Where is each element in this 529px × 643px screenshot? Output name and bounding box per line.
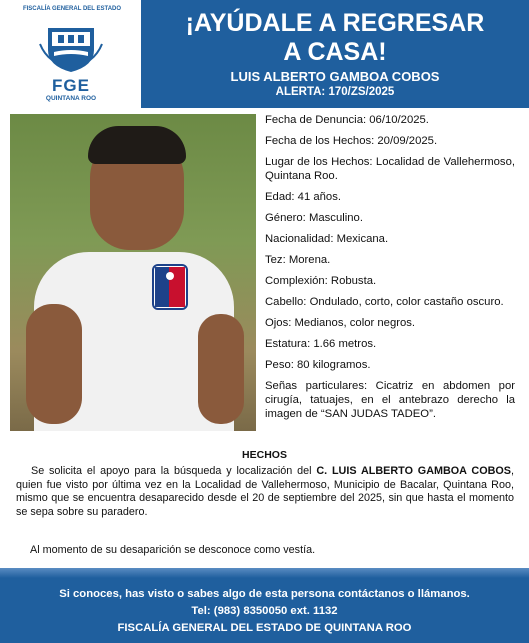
hechos-text-before: Se solicita el apoyo para la búsqueda y localización del (31, 465, 317, 477)
detail-tez: Tez: Morena. (265, 254, 331, 266)
detail-peso: Peso: 80 kilogramos. (265, 359, 371, 371)
detail-estatura: Estatura: 1.66 metros. (265, 338, 377, 350)
clothing-note: Al momento de su desaparición se desconoce como vestía. (30, 544, 316, 556)
fge-logo (0, 0, 141, 108)
shield-emblem-icon (38, 24, 104, 74)
title-line-1: ¡AYÚDALE A REGRESAR (185, 9, 485, 37)
photo-right-arm (198, 314, 244, 424)
missing-person-photo (10, 114, 256, 431)
hechos-person-name: C. LUIS ALBERTO GAMBOA COBOS (316, 465, 511, 477)
detail-ojos: Ojos: Medianos, color negros. (265, 317, 416, 329)
contact-phone[interactable]: Tel: (983) 8350050 ext. 1132 (191, 605, 338, 617)
detail-senas: Señas particulares: Cicatriz en abdomen por cirugía, tatuajes, en el antebrazo derecho la imagen de “SAN JUDAS TADEO”. (265, 380, 515, 420)
detail-complexion: Complexión: Robusta. (265, 275, 377, 287)
detail-lugar: Lugar de los Hechos: Localidad de Vallehermoso, Quintana Roo. (265, 156, 515, 182)
logo-state-text: QUINTANA ROO (45, 95, 97, 102)
photo-left-arm (26, 304, 82, 424)
hechos-paragraph (16, 465, 514, 519)
hechos-heading: HECHOS (242, 449, 287, 461)
shirt-logo-icon (152, 264, 188, 310)
detail-fecha-hechos: Fecha de los Hechos: 20/09/2025. (265, 135, 438, 147)
hechos-text-after: , quien fue visto por última vez en la Localidad de Vallehermoso, Municipio de Bacalar, Quintana Roo, mismo que se encuentra desaparecido desde el 20 de septiembre del 2025, sin que hasta el momento se sepa sobre su paradero. (16, 465, 514, 518)
contact-footer (0, 568, 529, 643)
detail-edad: Edad: 41 años. (265, 191, 342, 203)
detail-fecha-denuncia: Fecha de Denuncia: 06/10/2025. (265, 114, 429, 126)
poster-title (141, 9, 529, 67)
poster-header (0, 0, 529, 108)
detail-nacionalidad: Nacionalidad: Mexicana. (265, 233, 389, 245)
person-details (265, 113, 515, 428)
header-banner (141, 0, 529, 108)
logo-agency-text: FISCALÍA GENERAL DEL ESTADO (22, 6, 122, 12)
detail-cabello: Cabello: Ondulado, corto, color castaño oscuro. (265, 296, 504, 308)
contact-appeal: Si conoces, has visto o sabes algo de esta persona contáctanos o llámanos. (59, 588, 470, 600)
alert-number: ALERTA: 170/ZS/2025 (275, 86, 395, 98)
photo-hair (88, 126, 186, 164)
person-name: LUIS ALBERTO GAMBOA COBOS (230, 69, 440, 84)
footer-agency: FISCALÍA GENERAL DEL ESTADO DE QUINTANA ROO (117, 622, 412, 634)
logo-acronym: FGE (52, 76, 90, 95)
title-line-2: A CASA! (283, 38, 387, 66)
detail-genero: Género: Masculino. (265, 212, 363, 224)
